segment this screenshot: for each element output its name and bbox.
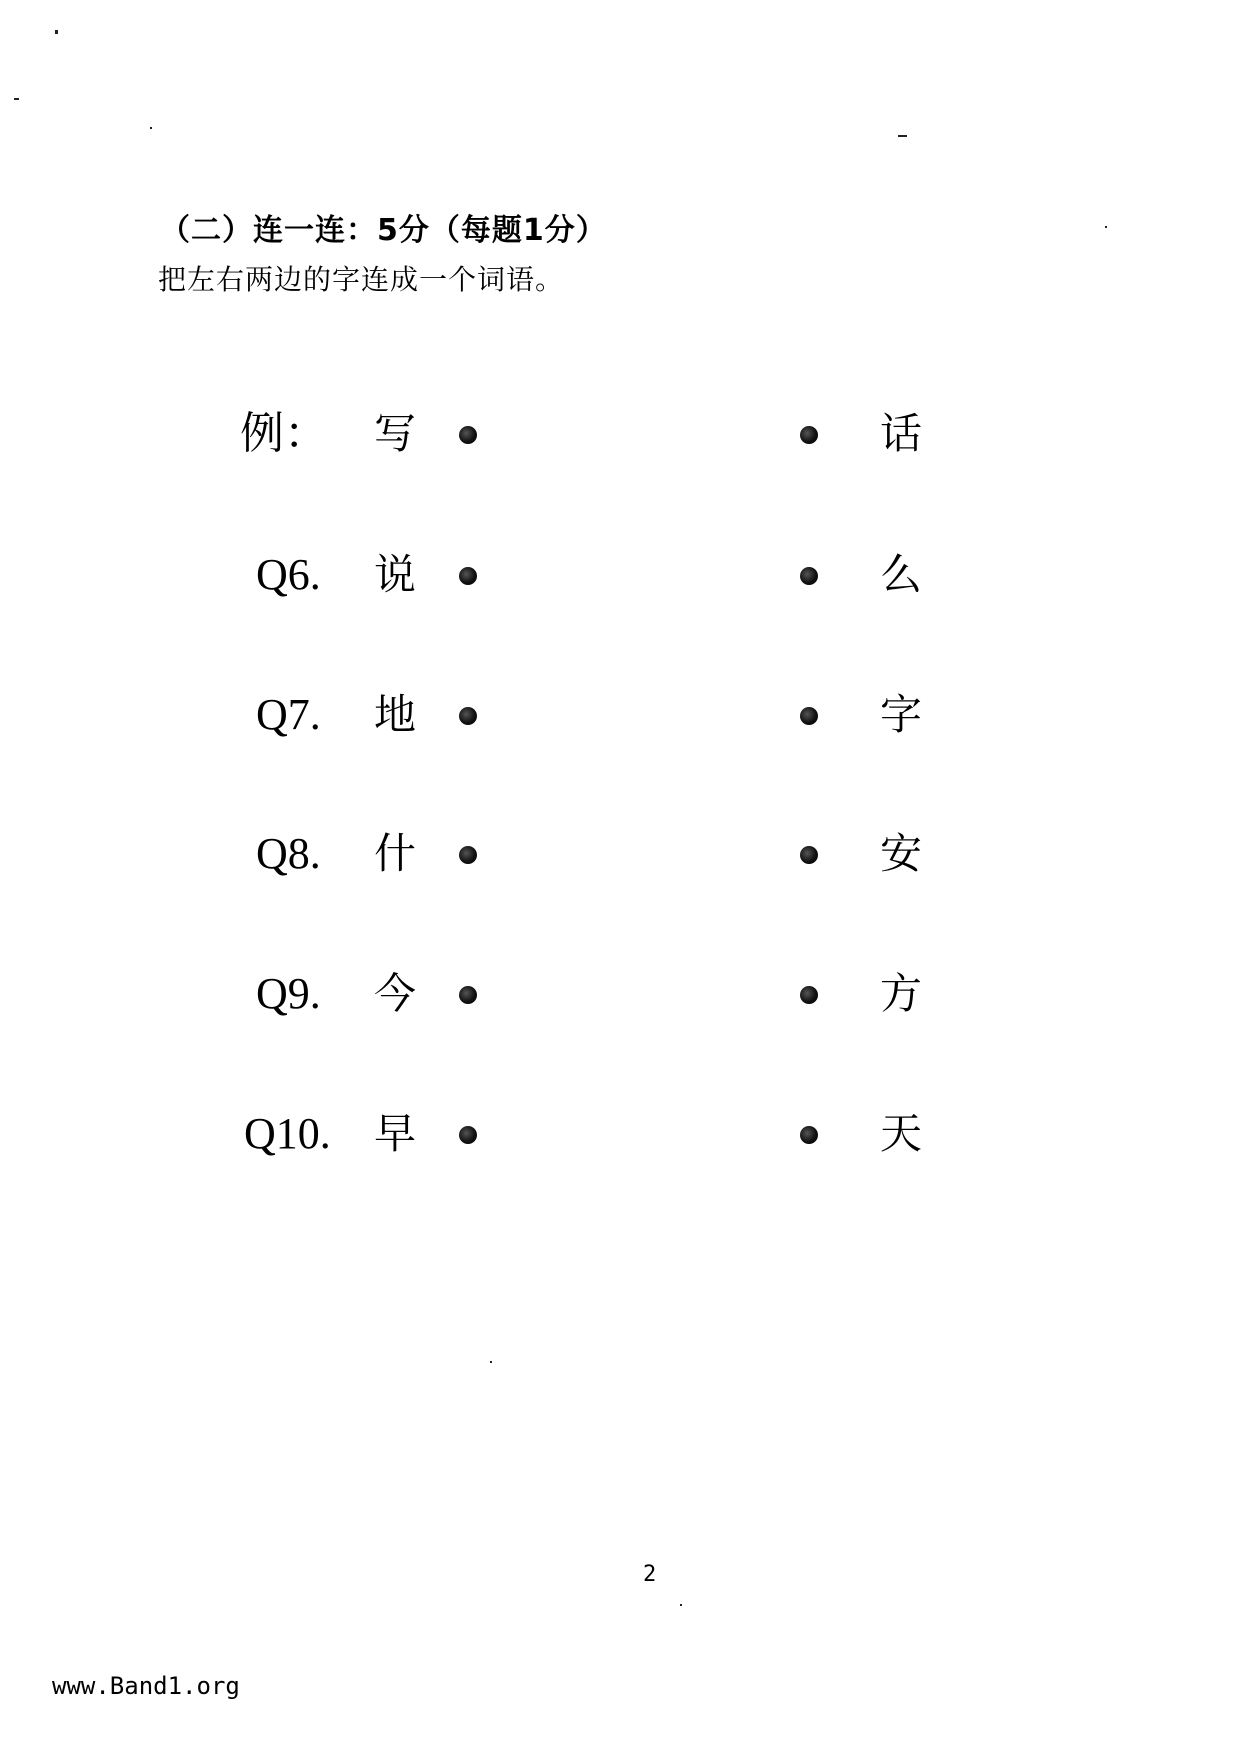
right-connect-dot[interactable] — [800, 846, 818, 864]
left-connect-dot[interactable] — [459, 846, 477, 864]
right-connect-dot[interactable] — [800, 1126, 818, 1144]
left-character: 说 — [374, 550, 417, 599]
left-character: 写 — [374, 409, 417, 458]
match-row-q7 — [0, 685, 1239, 745]
match-row-example — [0, 404, 1239, 464]
page-number: 2 — [643, 1562, 657, 1587]
scan-speck — [150, 127, 152, 129]
match-row-q10 — [0, 1104, 1239, 1164]
right-character: 天 — [880, 1109, 923, 1158]
row-label: Q9. — [256, 969, 321, 1018]
row-label: 例： — [240, 409, 328, 458]
scan-speck — [55, 30, 58, 34]
row-label: Q7. — [256, 690, 321, 739]
right-connect-dot[interactable] — [800, 567, 818, 585]
left-character: 今 — [374, 969, 417, 1018]
left-connect-dot[interactable] — [459, 707, 477, 725]
row-label: Q10. — [244, 1109, 331, 1158]
right-character: 方 — [880, 969, 923, 1018]
left-connect-dot[interactable] — [459, 567, 477, 585]
right-character: 字 — [880, 690, 923, 739]
right-character: 话 — [880, 409, 923, 458]
instructions: 把左右两边的字连成一个词语。 — [158, 263, 565, 296]
scan-speck — [898, 135, 907, 137]
right-connect-dot[interactable] — [800, 986, 818, 1004]
left-connect-dot[interactable] — [459, 986, 477, 1004]
match-row-q9 — [0, 964, 1239, 1024]
row-label: Q8. — [256, 829, 321, 878]
left-connect-dot[interactable] — [459, 1126, 477, 1144]
scan-speck — [14, 98, 19, 100]
right-character: 么 — [880, 550, 923, 599]
row-label: Q6. — [256, 550, 321, 599]
right-character: 安 — [880, 829, 923, 878]
match-row-q8 — [0, 824, 1239, 884]
scan-speck — [680, 1604, 682, 1606]
footer-url[interactable]: www.Band1.org — [52, 1672, 240, 1700]
section-title: （二）连一连：5分（每题1分） — [160, 213, 607, 248]
left-connect-dot[interactable] — [459, 426, 477, 444]
left-character: 地 — [374, 690, 417, 739]
left-character: 早 — [374, 1109, 417, 1158]
right-connect-dot[interactable] — [800, 426, 818, 444]
right-connect-dot[interactable] — [800, 707, 818, 725]
left-character: 什 — [374, 829, 417, 878]
scan-speck — [1105, 226, 1107, 228]
match-row-q6 — [0, 545, 1239, 605]
scan-speck — [490, 1361, 492, 1363]
